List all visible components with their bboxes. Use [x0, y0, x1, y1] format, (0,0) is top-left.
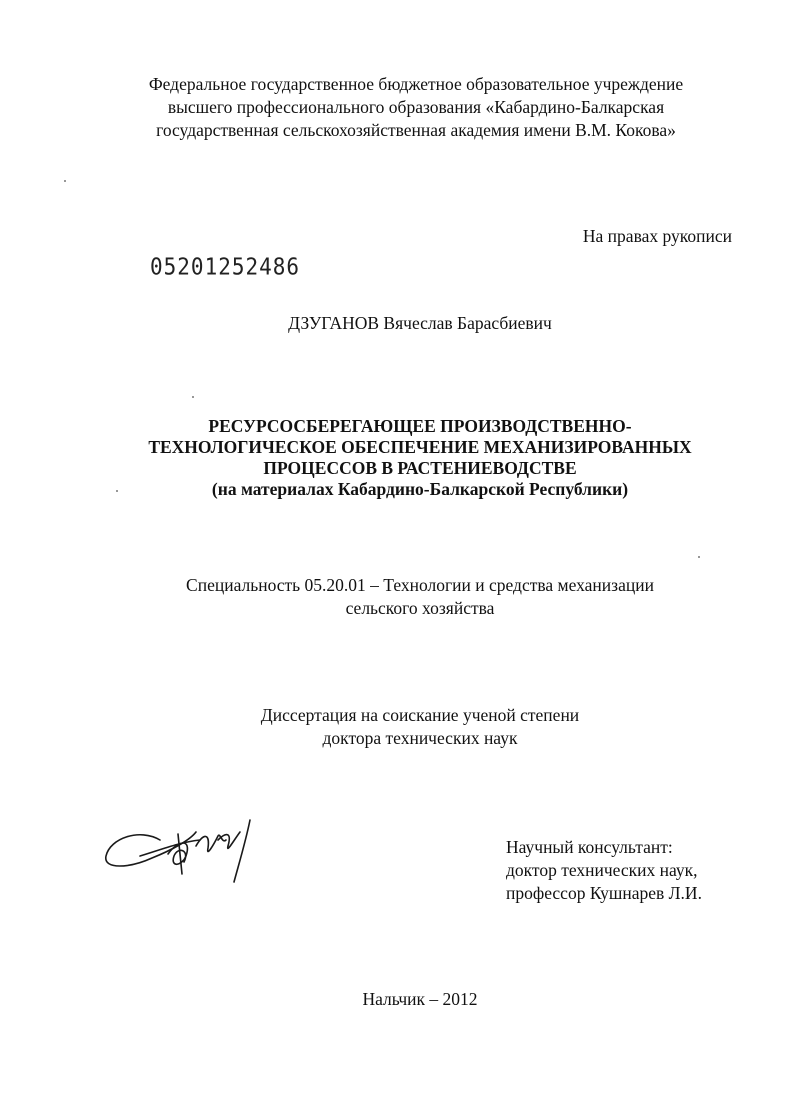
degree-line-2: доктора технических наук	[322, 728, 518, 748]
institution-line-1: Федеральное государственное бюджетное образовательное учреждение	[148, 74, 684, 94]
title-line-1: РЕСУРСОСБЕРЕГАЮЩЕЕ ПРОИЗВОДСТВЕННО-	[208, 416, 632, 436]
city-and-year: Нальчик – 2012	[362, 989, 478, 1009]
scan-speck	[698, 556, 700, 558]
scan-speck	[116, 490, 118, 492]
institution-line-3: государственная сельскохозяйственная академия имени В.М. Кокова»	[156, 120, 676, 140]
document-number-stamp: 05201252486	[150, 253, 301, 280]
title-line-3: ПРОЦЕССОВ В РАСТЕНИЕВОДСТВЕ	[263, 458, 577, 478]
specialty-line-1: Специальность 05.20.01 – Технологии и средства механизации	[186, 575, 654, 595]
manuscript-rights-note: На правах рукописи	[582, 226, 732, 246]
degree-statement	[170, 704, 670, 750]
dissertation-title	[60, 416, 780, 500]
specialty-line-2: сельского хозяйства	[345, 598, 495, 618]
consultant-line-1: Научный консультант:	[506, 837, 673, 857]
scan-speck	[192, 396, 194, 398]
degree-line-1: Диссертация на соискание ученой степени	[260, 705, 580, 725]
scan-speck	[64, 180, 66, 182]
title-line-4: (на материалах Кабардино-Балкарской Республики)	[211, 479, 629, 499]
author-name: ДЗУГАНОВ Вячеслав Барасбиевич	[288, 313, 552, 333]
institution-line-2: высшего профессионального образования «Кабардино-Балкарская	[167, 97, 665, 117]
consultant-line-2: доктор технических наук,	[506, 860, 698, 880]
handwritten-signature	[100, 810, 270, 890]
title-line-2: ТЕХНОЛОГИЧЕСКОЕ ОБЕСПЕЧЕНИЕ МЕХАНИЗИРОВАННЫХ	[148, 437, 692, 457]
specialty	[100, 574, 740, 620]
institution-name	[100, 73, 732, 142]
scientific-consultant	[506, 836, 702, 905]
consultant-line-3: профессор Кушнарев Л.И.	[506, 883, 702, 903]
